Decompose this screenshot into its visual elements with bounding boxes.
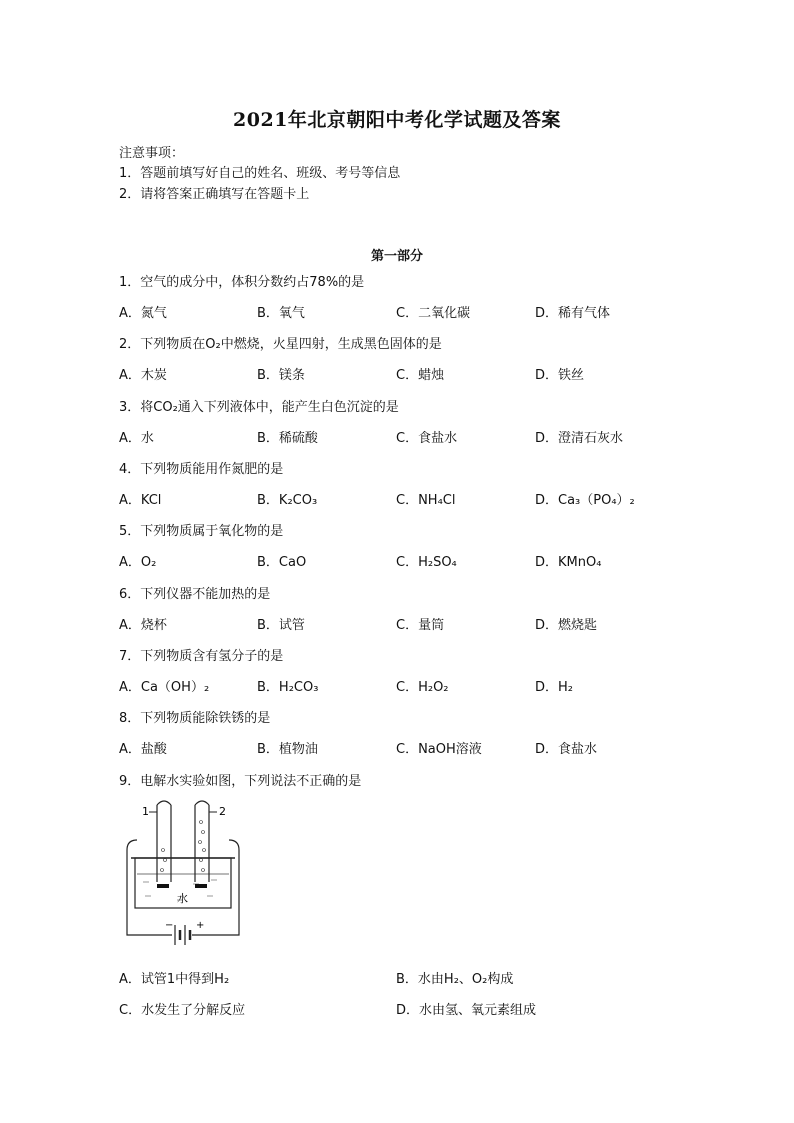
battery-plus-label: + [196, 920, 205, 931]
question-9: 9．电解水实验如图，下列说法不正确的是 [119, 774, 362, 789]
q2-option-d: D．铁丝 [535, 368, 585, 383]
q2-option-b: B．镁条 [257, 368, 305, 383]
notice-item-1: 1．答题前填写好自己的姓名、班级、考号等信息 [119, 166, 401, 181]
q6-option-c: C．量筒 [396, 618, 445, 633]
q3-option-c: C．食盐水 [396, 431, 458, 446]
q4-option-a: A．KCl [119, 493, 162, 508]
q4-option-c: C．NH₄Cl [396, 493, 456, 508]
question-3: 3．将CO₂通入下列液体中，能产生白色沉淀的是 [119, 400, 399, 415]
water-label: 水 [177, 892, 188, 905]
q1-option-a: A．氮气 [119, 306, 167, 321]
q8-option-d: D．食盐水 [535, 742, 598, 757]
tube-2-label: 2 [219, 805, 226, 818]
q1-option-b: B．氧气 [257, 306, 305, 321]
q2-option-a: A．木炭 [119, 368, 167, 383]
q9-option-a: A．试管1中得到H₂ [119, 972, 230, 987]
notice-item-2: 2．请将答案正确填写在答题卡上 [119, 187, 310, 202]
battery-minus-label: − [165, 920, 174, 931]
q8-option-a: A．盐酸 [119, 742, 167, 757]
q8-option-c: C．NaOH溶液 [396, 742, 482, 757]
q6-option-b: B．试管 [257, 618, 305, 633]
q5-option-a: A．O₂ [119, 555, 157, 570]
question-1: 1．空气的成分中，体积分数约占78%的是 [119, 275, 365, 290]
q1-option-d: D．稀有气体 [535, 306, 611, 321]
question-6: 6．下列仪器不能加热的是 [119, 587, 271, 602]
q3-option-b: B．稀硫酸 [257, 431, 318, 446]
notice-heading: 注意事项： [119, 146, 185, 161]
question-2: 2．下列物质在O₂中燃烧，火星四射，生成黑色固体的是 [119, 337, 442, 352]
q3-option-d: D．澄清石灰水 [535, 431, 624, 446]
q4-option-d: D．Ca₃（PO₄）₂ [535, 493, 635, 508]
question-7: 7．下列物质含有氢分子的是 [119, 649, 284, 664]
q7-option-d: D．H₂ [535, 680, 573, 695]
electrolysis-apparatus-figure [117, 800, 247, 950]
q5-option-d: D．KMnO₄ [535, 555, 602, 570]
q7-option-c: C．H₂O₂ [396, 680, 449, 695]
page-title: 2021年北京朝阳中考化学试题及答案 [233, 109, 561, 131]
q6-option-a: A．烧杯 [119, 618, 167, 633]
q8-option-b: B．植物油 [257, 742, 318, 757]
q9-option-c: C．水发生了分解反应 [119, 1003, 246, 1018]
question-8: 8．下列物质能除铁锈的是 [119, 711, 271, 726]
q7-option-a: A．Ca（OH）₂ [119, 680, 210, 695]
q9-option-d: D．水由氢、氧元素组成 [396, 1003, 537, 1018]
q3-option-a: A．水 [119, 431, 154, 446]
section-heading: 第一部分 [370, 249, 423, 264]
question-4: 4．下列物质能用作氮肥的是 [119, 462, 284, 477]
q4-option-b: B．K₂CO₃ [257, 493, 318, 508]
q2-option-c: C．蜡烛 [396, 368, 445, 383]
q1-option-c: C．二氧化碳 [396, 306, 471, 321]
q5-option-c: C．H₂SO₄ [396, 555, 457, 570]
q5-option-b: B．CaO [257, 555, 307, 570]
tube-1-label: 1 [142, 805, 149, 818]
q7-option-b: B．H₂CO₃ [257, 680, 319, 695]
q6-option-d: D．燃烧匙 [535, 618, 598, 633]
q9-option-b: B．水由H₂、O₂构成 [396, 972, 514, 987]
question-5: 5．下列物质属于氧化物的是 [119, 524, 284, 539]
